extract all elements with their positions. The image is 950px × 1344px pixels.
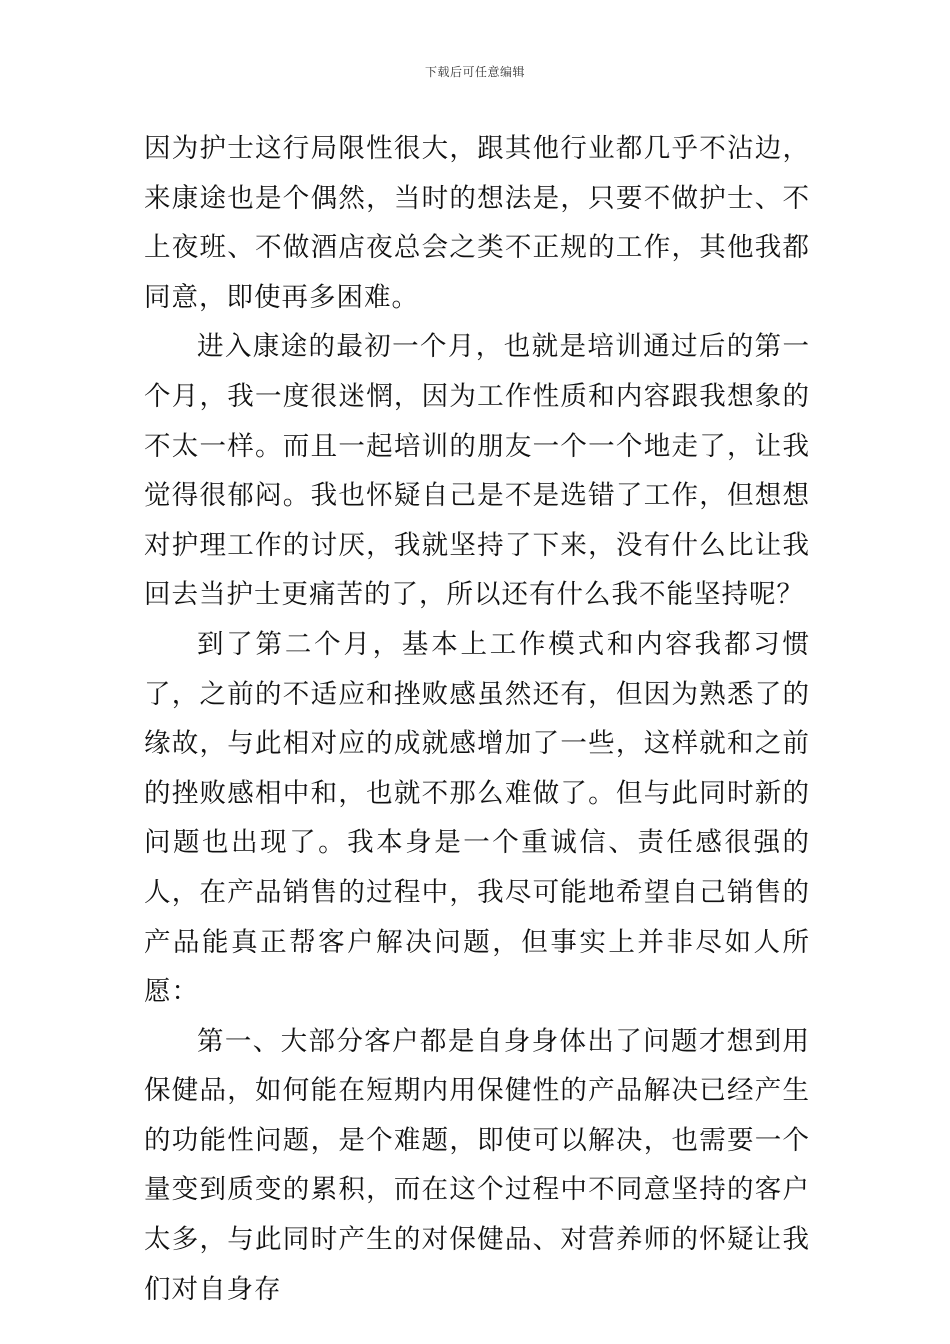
paragraph-2: 进入康途的最初一个月，也就是培训通过后的第一个月，我一度很迷惘，因为工作性质和内容跟我想象的不太一样。而且一起培训的朋友一个一个地走了，让我觉得很郁闷。我也怀疑自己是不是选错了工作，但想想对护理工作的讨厌，我就坚持了下来，没有什么比让我回去当护士更痛苦的了，所以还有什么我不能坚持呢？ — [144, 331, 810, 611]
paragraph-1: 因为护士这行局限性很大，跟其他行业都几乎不沾边，来康途也是个偶然，当时的想法是，只要不做护士、不上夜班、不做酒店夜总会之类不正规的工作，其他我都同意，即使再多困难。 — [144, 133, 810, 313]
page-header-note: 下载后可任意编辑 — [424, 65, 525, 79]
document-body — [144, 124, 810, 1314]
paragraph-4: 第一、大部分客户都是自身身体出了问题才想到用保健品，如何能在短期内用保健性的产品解决已经产生的功能性问题，是个难题，即使可以解决，也需要一个量变到质变的累积，而在这个过程中不同意坚持的客户太多，与此同时产生的对保健品、对营养师的怀疑让我们对自身存 — [144, 1025, 810, 1305]
paragraph-3: 到了第二个月，基本上工作模式和内容我都习惯了，之前的不适应和挫败感虽然还有，但因为熟悉了的缘故，与此相对应的成就感增加了一些，这样就和之前的挫败感相中和，也就不那么难做了。但与此同时新的问题也出现了。我本身是一个重诚信、责任感很强的人，在产品销售的过程中，我尽可能地希望自己销售的产品能真正帮客户解决问题，但事实上并非尽如人所愿： — [144, 628, 810, 1008]
